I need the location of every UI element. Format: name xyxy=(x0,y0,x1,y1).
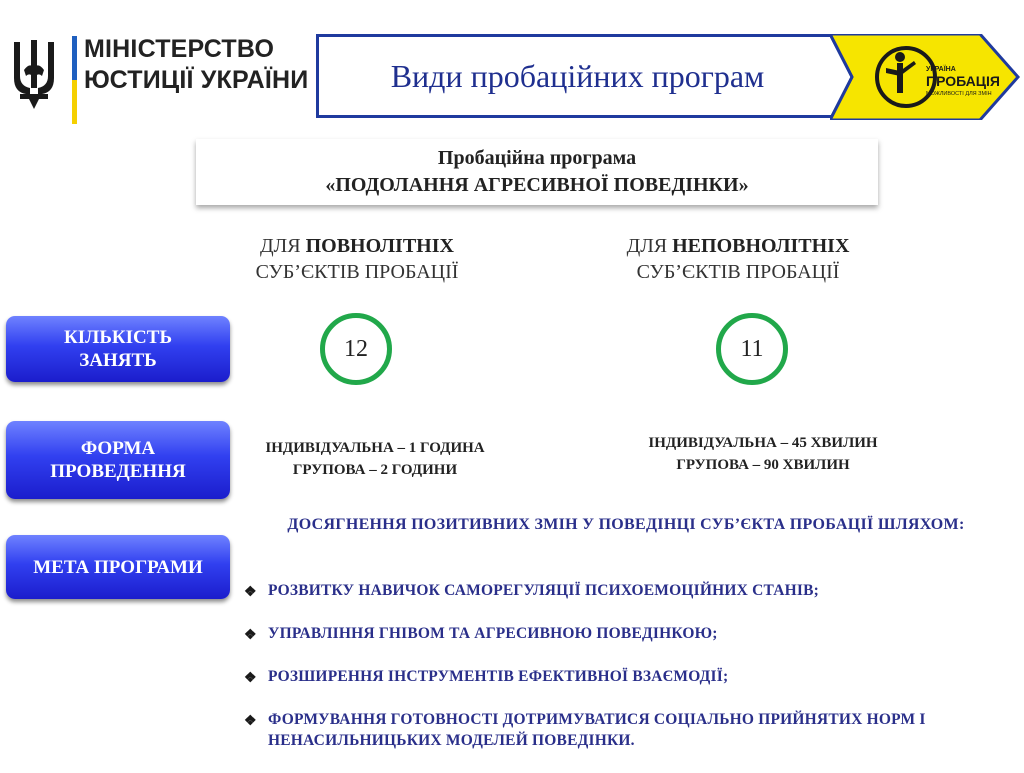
diamond-bullet-icon: ❖ xyxy=(244,585,257,600)
goal-item-text: УПРАВЛІННЯ ГНІВОМ ТА АГРЕСИВНОЮ ПОВЕДІНКОЮ; xyxy=(268,625,718,642)
goal-list xyxy=(244,580,1014,773)
adult-format-group: ГРУПОВА – 2 ГОДИНИ xyxy=(292,462,458,478)
probation-badge xyxy=(830,34,1020,120)
sessions-count-label-line2: ЗАНЯТЬ xyxy=(79,350,157,371)
diamond-bullet-icon: ❖ xyxy=(244,671,257,686)
adult-format-individual: ІНДИВІДУАЛЬНА – 1 ГОДИНА xyxy=(265,440,485,456)
minor-sessions-badge xyxy=(716,313,788,385)
minor-format-group: ГРУПОВА – 90 ХВИЛИН xyxy=(676,457,850,473)
ministry-name-line1: МІНІСТЕРСТВО xyxy=(84,35,275,63)
column-adults-line2: СУБ’ЄКТІВ ПРОБАЦІЇ xyxy=(255,261,459,283)
program-heading-line2: «ПОДОЛАННЯ АГРЕСИВНОЇ ПОВЕДІНКИ» xyxy=(325,174,749,196)
session-format-label-line1: ФОРМА xyxy=(80,438,156,459)
minor-format-individual: ІНДИВІДУАЛЬНА – 45 ХВИЛИН xyxy=(648,435,878,451)
goal-item-text: ФОРМУВАННЯ ГОТОВНОСТІ ДОТРИМУВАТИСЯ СОЦІАЛЬНО ПРИЙНЯТИХ НОРМ І НЕНАСИЛЬНИЦЬКИХ МОДЕЛЕЙ ПОВЕДІНКИ. xyxy=(268,711,926,749)
column-adults-header xyxy=(232,233,482,285)
slide-title: Види пробаційних програм xyxy=(390,57,765,94)
column-minors-prefix: ДЛЯ xyxy=(626,235,673,257)
program-heading xyxy=(196,139,878,205)
diamond-bullet-icon: ❖ xyxy=(244,628,257,643)
adult-format xyxy=(240,437,510,481)
adult-sessions-value: 12 xyxy=(344,335,368,362)
column-adults-prefix: ДЛЯ xyxy=(260,235,306,257)
flag-bar xyxy=(72,36,77,124)
badge-text-2: ПРОБАЦІЯ xyxy=(926,73,1000,89)
badge-text-1: УКРАЇНА xyxy=(926,66,956,73)
slide-title-box xyxy=(316,34,836,118)
ministry-name xyxy=(84,34,308,96)
goal-item-text: РОЗШИРЕННЯ ІНСТРУМЕНТІВ ЕФЕКТИВНОЇ ВЗАЄМОДІЇ; xyxy=(268,668,729,685)
goal-item-text: РОЗВИТКУ НАВИЧОК САМОРЕГУЛЯЦІЇ ПСИХОЕМОЦІЙНИХ СТАНІВ; xyxy=(268,582,820,599)
trident-icon xyxy=(12,36,56,110)
minor-sessions-value: 11 xyxy=(740,335,764,362)
goal-item xyxy=(244,666,1014,687)
ministry-logo xyxy=(12,30,312,122)
diamond-bullet-icon: ❖ xyxy=(244,714,257,729)
sessions-count-button[interactable] xyxy=(6,316,230,382)
sessions-count-label-line1: КІЛЬКІСТЬ xyxy=(63,327,173,348)
program-heading-line1: Пробаційна програма xyxy=(437,147,637,169)
column-minors-header xyxy=(598,233,878,285)
program-goal-label: МЕТА ПРОГРАМИ xyxy=(33,556,203,578)
goal-item xyxy=(244,580,1014,601)
column-adults-bold: ПОВНОЛІТНІХ xyxy=(305,235,454,257)
goal-intro: ДОСЯГНЕННЯ ПОЗИТИВНИХ ЗМІН У ПОВЕДІНЦІ СУБ’ЄКТА ПРОБАЦІЇ ШЛЯХОМ: xyxy=(287,516,965,533)
badge-text-3: МОЖЛИВОСТІ ДЛЯ ЗМІН xyxy=(926,91,992,97)
session-format-label-line2: ПРОВЕДЕННЯ xyxy=(50,461,186,482)
goal-item xyxy=(244,623,1014,644)
ministry-name-line2: ЮСТИЦІЇ УКРАЇНИ xyxy=(84,66,309,94)
program-goal-button[interactable] xyxy=(6,535,230,599)
column-minors-bold: НЕПОВНОЛІТНІХ xyxy=(672,235,850,257)
goal-item xyxy=(244,709,1014,751)
adult-sessions-badge xyxy=(320,313,392,385)
column-minors-line2: СУБ’ЄКТІВ ПРОБАЦІЇ xyxy=(636,261,840,283)
minor-format xyxy=(618,432,908,476)
session-format-button[interactable] xyxy=(6,421,230,499)
